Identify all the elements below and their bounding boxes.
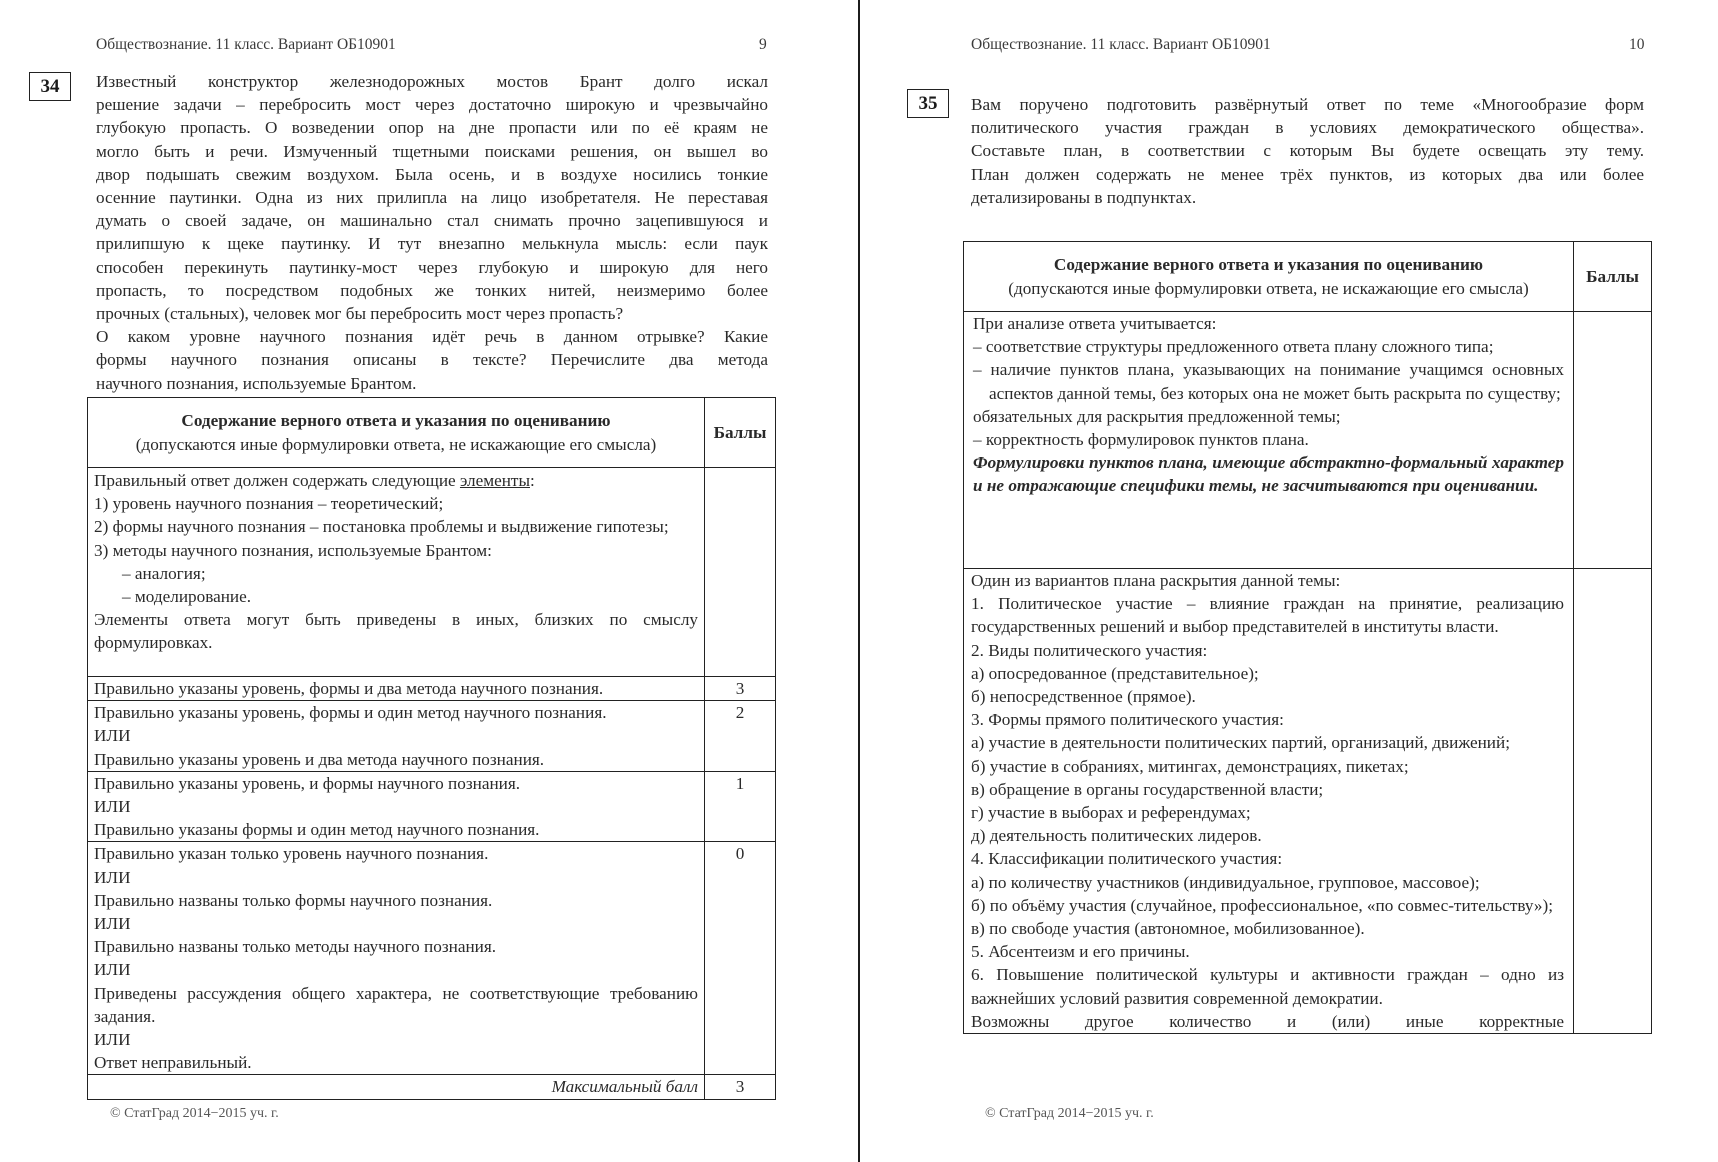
score-value: 1: [705, 771, 776, 842]
page-number: 10: [1629, 36, 1645, 53]
question-number-box: 34: [29, 72, 71, 101]
text-line: двор подышать свежим воздухом. Была осень, и в воздухе носились тонкие: [96, 164, 768, 184]
plan-line: а) участие в деятельности политических партий, организаций, движений;: [971, 733, 1510, 753]
criteria-line: Правильно указаны формы и один метод научного познания.: [94, 820, 540, 840]
plan-trailing: Возможны другое количество и (или) иные корректные: [971, 1011, 1565, 1031]
score-empty: [1574, 312, 1652, 569]
criteria-line: Правильно указаны уровень, и формы научного познания.: [94, 773, 521, 793]
text-line: детализированы в подпунктах.: [971, 187, 1197, 207]
score-empty: [1574, 569, 1652, 1034]
criteria-bold-note: Формулировки пунктов плана, имеющие абстрактно-формальный характер и не отражающие специфики темы, не засчитываются при оценивании.: [973, 453, 1565, 496]
plan-line: б) непосредственное (прямое).: [971, 687, 1196, 707]
plan-line: 2. Виды политического участия:: [971, 640, 1208, 660]
score-rows: [88, 677, 776, 1075]
text-line: формы научного познания описаны в тексте? Перечислите два метода: [96, 350, 768, 370]
text-line: глубокую пропасть. О возведении опор на дне пропасти или по её краям не: [96, 118, 768, 138]
plan-row: [964, 569, 1652, 1034]
text-line: могло быть и речи. Измученный тщетными поисками решения, он вышел во: [96, 141, 768, 161]
text-line: способен перекинуть паутинку-мост через глубокую и широкую для него: [96, 257, 768, 277]
text-line: политического участия граждан в условиях демократического общества».: [971, 118, 1644, 138]
max-score-label: Максимальный балл: [88, 1075, 705, 1099]
criteria-item: – соответствие структуры предложенного ответа плану сложного типа;: [973, 337, 1494, 357]
plan-line: в) по свободе участия (автономное, мобилизованное).: [971, 919, 1365, 939]
criteria-intro: При анализе ответа учитывается:: [973, 314, 1217, 333]
question-text: [971, 93, 1644, 209]
answer-item: 3) методы научного познания, используемые Брантом:: [94, 540, 492, 560]
plan-line: б) по объёму участия (случайное, профессиональное, «по совмес-тительству»);: [971, 895, 1553, 915]
header-subtitle: (допускаются иные формулировки ответа, не искажающие его смысла): [135, 434, 657, 454]
criteria-line: ИЛИ: [94, 867, 131, 887]
text-line: О каком уровне научного познания идёт речь в данном отрывке? Какие: [96, 327, 768, 347]
plan-line: а) опосредованное (представительное);: [971, 663, 1259, 683]
criteria-line: ИЛИ: [94, 797, 131, 817]
text-line: Вам поручено подготовить развёрнутый ответ по теме «Многообразие форм: [971, 95, 1644, 114]
header-title: Содержание верного ответа и указания по оцениванию: [1053, 255, 1484, 275]
plan-line: б) участие в собраниях, митингах, демонстрациях, пикетах;: [971, 756, 1409, 776]
score-empty: [705, 468, 776, 677]
header-subtitle: (допускаются иные формулировки ответа, не искажающие его смысла): [1008, 278, 1529, 298]
header-title: Содержание верного ответа и указания по оцениванию: [181, 411, 611, 431]
answer-elements-row: [88, 468, 776, 677]
score-value: 2: [705, 701, 776, 772]
grading-table: [963, 241, 1652, 1034]
text-line: думать о своей задаче, он машинально стал снимать прочно зацепившуюся и: [96, 211, 768, 231]
max-score-row: [88, 1075, 776, 1099]
criteria-line: Правильно указаны уровень, формы и один метод научного познания.: [94, 703, 607, 723]
text-line: План должен содержать не менее трёх пунктов, из которых два или более: [971, 164, 1644, 184]
score-criteria: [88, 701, 705, 772]
score-value: 0: [705, 842, 776, 1075]
criteria-continuation: обязательных для раскрытия предложенной темы;: [973, 406, 1341, 426]
plan-line: 1. Политическое участие – влияние граждан на принятие, реализацию государственных решений и выбор представителей в институты власти.: [971, 594, 1565, 637]
criteria-block: [964, 312, 1574, 569]
answer-intro: Правильный ответ должен содержать следующие элементы:: [94, 471, 535, 490]
answer-subitem: – моделирование.: [122, 587, 252, 607]
page-number: 9: [759, 36, 767, 53]
score-row: [88, 842, 776, 1075]
answer-subitem: – аналогия;: [122, 563, 206, 583]
plan-intro: Один из вариантов плана раскрытия данной темы:: [971, 571, 1341, 590]
table-header-row: [88, 398, 776, 468]
criteria-item: – наличие пунктов плана, указывающих на понимание учащимся основных аспектов данной темы, без которых она не может быть раскрыта по существу;: [973, 360, 1565, 403]
criteria-line: Ответ неправильный.: [94, 1053, 252, 1073]
plan-line: 6. Повышение политической культуры и активности граждан – одно из важнейших условий развития современной демократии.: [971, 965, 1565, 1008]
answer-item: 1) уровень научного познания – теоретический;: [94, 494, 444, 514]
table-header-content: [88, 398, 705, 468]
plan-line: а) по количеству участников (индивидуальное, групповое, массовое);: [971, 872, 1480, 892]
criteria-line: Приведены рассуждения общего характера, не соответствующие требованию задания.: [94, 983, 698, 1026]
criteria-line: Правильно указаны уровень, формы и два метода научного познания.: [94, 679, 604, 698]
text-line: научного познания, используемые Брантом.: [96, 373, 417, 393]
copyright-footer: © СтатГрад 2014−2015 уч. г.: [985, 1106, 1154, 1121]
criteria-line: ИЛИ: [94, 960, 131, 980]
text-line: пропасть, то посредством подобных же тонких нитей, неизмеримо более: [96, 280, 768, 300]
header-score: Баллы: [1574, 242, 1652, 312]
page-10: [861, 0, 1718, 1162]
answer-elements: [88, 468, 705, 677]
max-score-value: 3: [705, 1075, 776, 1099]
text-line: прилипшую к щеке паутинку. И тут внезапно мелькнула мысль: если паук: [96, 234, 768, 254]
plan-line: 4. Классификации политического участия:: [971, 849, 1283, 869]
text-line: осенние паутинки. Одна из них прилипла на лицо изобретателя. Не переставая: [96, 188, 768, 208]
criteria-line: ИЛИ: [94, 726, 131, 746]
criteria-item: – корректность формулировок пунктов плана.: [973, 430, 1309, 450]
score-row: [88, 677, 776, 701]
criteria-line: Правильно указан только уровень научного познания.: [94, 844, 489, 864]
plan-line: г) участие в выборах и референдумах;: [971, 803, 1251, 823]
copyright-footer: © СтатГрад 2014−2015 уч. г.: [110, 1106, 279, 1121]
text-line: решение задачи – перебросить мост через достаточно широкую и чрезвычайно: [96, 95, 768, 115]
score-criteria: [88, 677, 705, 701]
text-line: Известный конструктор железнодорожных мостов Брант долго искал: [96, 72, 768, 91]
plan-line: в) обращение в органы государственной власти;: [971, 779, 1324, 799]
plan-line: 5. Абсентеизм и его причины.: [971, 942, 1190, 962]
header-score: Баллы: [705, 398, 776, 468]
plan-line: 3. Формы прямого политического участия:: [971, 710, 1284, 730]
text-line: прочных (стальных), человек мог бы перебросить мост через пропасть?: [96, 304, 624, 324]
criteria-line: ИЛИ: [94, 914, 131, 934]
running-head: Обществознание. 11 класс. Вариант ОБ10901: [971, 36, 1271, 53]
score-value: 3: [705, 677, 776, 701]
criteria-line: Правильно названы только формы научного познания.: [94, 890, 493, 910]
score-row: [88, 771, 776, 842]
grading-table: [87, 397, 776, 1100]
criteria-line: Правильно названы только методы научного познания.: [94, 937, 497, 957]
criteria-line: ИЛИ: [94, 1030, 131, 1050]
criteria-line: Правильно указаны уровень и два метода научного познания.: [94, 749, 545, 769]
plan-line: д) деятельность политических лидеров.: [971, 826, 1262, 846]
plan-block: [964, 569, 1574, 1034]
question-number-box: 35: [907, 89, 949, 118]
score-criteria: [88, 771, 705, 842]
table-header-row: [964, 242, 1652, 312]
answer-note: Элементы ответа могут быть приведены в иных, близких по смыслу формулировках.: [94, 610, 698, 653]
score-row: [88, 701, 776, 772]
answer-item: 2) формы научного познания – постановка проблемы и выдвижение гипотезы;: [94, 517, 669, 537]
text-line: Составьте план, в соответствии с которым Вы будете освещать эту тему.: [971, 141, 1644, 161]
question-text: [96, 70, 768, 395]
score-criteria: [88, 842, 705, 1075]
table-header-content: [964, 242, 1574, 312]
criteria-row: [964, 312, 1652, 569]
running-head: Обществознание. 11 класс. Вариант ОБ10901: [96, 36, 396, 53]
